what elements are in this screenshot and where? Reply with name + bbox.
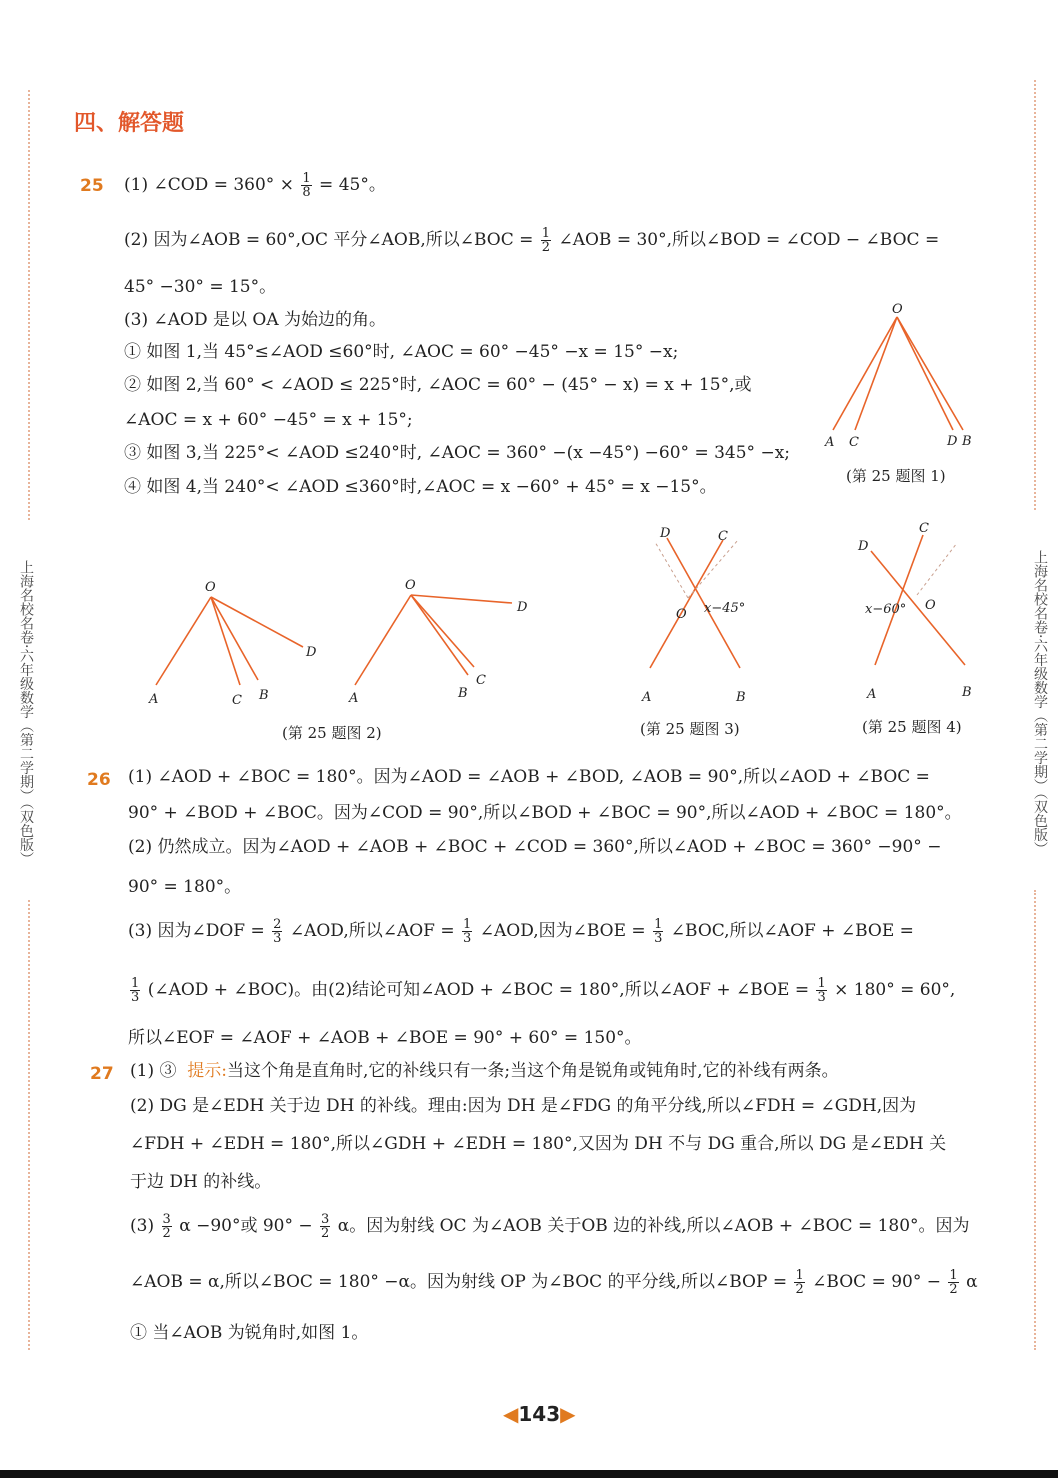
left-margin-dots-top	[28, 90, 30, 520]
q26-line-6: $\frac{1}{3}$ (∠AOD + ∠BOC)。由(2)结论可知∠AOD + ∠BOC = 180°,所以∠AOF + ∠BOE = $\frac{1}{3}$ × 180° = 60°,	[131, 976, 956, 1005]
left-margin-dots-bottom	[28, 900, 30, 1350]
section-title: 四、解答题	[74, 111, 185, 136]
ray-OB	[897, 317, 963, 430]
q26-line-1: (1) ∠AOD + ∠BOC = 180°。因为∠AOD = ∠AOB + ∠BOD, ∠AOB = 90°,所以∠AOD + ∠BOC =	[128, 767, 930, 787]
svg-text:C: C	[476, 673, 486, 688]
q27-line-2: (2) DG 是∠EDH 关于边 DH 的补线。理由:因为 DH 是∠FDG 的角平分线,所以∠FDH = ∠GDH,因为	[130, 1096, 917, 1116]
q25-line-9: ④ 如图 4,当 240°< ∠AOD ≤360°时,∠AOC = x −60° + 45° = x −15°。	[124, 477, 717, 497]
q26-line-3: (2) 仍然成立。因为∠AOD + ∠AOB + ∠BOC + ∠COD = 360°,所以∠AOD + ∠BOC = 360° −90° −	[128, 837, 942, 857]
fraction: $\frac{3}{2}$	[321, 1212, 330, 1241]
q27-line-4: 于边 DH 的补线。	[130, 1172, 272, 1192]
svg-text:D: D	[306, 645, 317, 660]
ray-OD	[897, 317, 953, 430]
svg-text:B: B	[962, 685, 972, 700]
fraction: $\frac{1}{2}$	[541, 226, 551, 255]
fraction: $\frac{1}{2}$	[795, 1268, 804, 1297]
caption-figure-25-3: (第 25 题图 3)	[640, 720, 740, 738]
svg-text:A: A	[867, 687, 877, 702]
page-number: ◀143▶	[503, 1402, 576, 1426]
svg-text:A: A	[349, 691, 359, 706]
label-B: B	[962, 434, 972, 449]
figure-25-3	[630, 520, 760, 710]
label-D: D	[947, 434, 958, 449]
caption-figure-25-4: (第 25 题图 4)	[862, 718, 962, 736]
question-number-27: 27	[90, 1064, 114, 1084]
figure-25-1	[815, 295, 985, 455]
q27-line-5: (3) $\frac{3}{2}$ α −90°或 90° − $\frac{3}{2}$ α。因为射线 OC 为∠AOB 关于OB 边的补线,所以∠AOB + ∠BOC = 180°。因为	[130, 1212, 970, 1241]
q27-line-3: ∠FDH + ∠EDH = 180°,所以∠GDH + ∠EDH = 180°,又因为 DH 不与 DG 重合,所以 DG 是∠EDH 关	[130, 1134, 947, 1154]
fig3-angle-label: x−45°	[704, 601, 746, 616]
fraction: $\frac{1}{3}$	[817, 976, 826, 1005]
svg-text:O: O	[405, 578, 416, 593]
figure-25-2	[140, 570, 540, 710]
q25-line-6: ② 如图 2,当 60° < ∠AOD ≤ 225°时, ∠AOC = 60° − (45° − x) = x + 15°,或	[124, 375, 752, 395]
svg-text:B: B	[458, 686, 468, 701]
hint-label: 提示:	[187, 1061, 228, 1081]
caption-figure-25-2: (第 25 题图 2)	[282, 724, 382, 742]
label-C: C	[849, 435, 859, 450]
q27-line-7: ① 当∠AOB 为锐角时,如图 1。	[130, 1323, 369, 1343]
side-text-right: 上海名校名卷·六年级数学（第二学期）（双色版）	[1032, 550, 1048, 856]
bottom-edge-bar	[0, 1470, 1058, 1478]
svg-text:B: B	[736, 690, 746, 705]
question-number-26: 26	[87, 770, 111, 790]
ray-OA	[833, 317, 897, 430]
q25-line-3: 45° −30° = 15°。	[124, 277, 277, 297]
svg-text:C: C	[718, 529, 728, 544]
svg-text:D: D	[858, 539, 869, 554]
right-arrow-icon: ▶	[560, 1402, 576, 1426]
svg-text:D: D	[660, 526, 671, 541]
ray-OC	[855, 317, 897, 430]
q25-line-5: ① 如图 1,当 45°≤∠AOD ≤60°时, ∠AOC = 60° −45° −x = 15° −x;	[124, 342, 679, 362]
right-margin-dots-bottom	[1034, 890, 1036, 1350]
q26-line-4: 90° = 180°。	[128, 877, 242, 897]
svg-text:C: C	[919, 521, 929, 536]
figure-25-4	[845, 515, 975, 705]
left-arrow-icon: ◀	[503, 1402, 519, 1426]
svg-text:A: A	[149, 692, 159, 707]
fig4-angle-label: x−60°	[865, 602, 907, 617]
q26-line-5: (3) 因为∠DOF = $\frac{2}{3}$ ∠AOD,所以∠AOF = $\frac{1}{3}$ ∠AOD,因为∠BOE = $\frac{1}{3}$ ∠BOC,所以∠AOF + ∠BOE =	[128, 917, 914, 946]
svg-text:D: D	[517, 600, 528, 615]
fraction: $\frac{3}{2}$	[162, 1212, 171, 1241]
side-text-left: 上海名校名卷·六年级数学（第二学期）（双色版）	[18, 560, 34, 866]
label-A: A	[825, 435, 835, 450]
q26-line-2: 90° + ∠BOD + ∠BOC。因为∠COD = 90°,所以∠BOD + ∠BOC = 90°,所以∠AOD + ∠BOC = 180°。	[128, 803, 962, 823]
fraction: $\frac{1}{3}$	[463, 917, 472, 946]
fraction: $\frac{1}{3}$	[131, 976, 140, 1005]
fraction: $\frac{1}{2}$	[949, 1268, 958, 1297]
svg-text:C: C	[232, 693, 242, 708]
fraction: $\frac{1}{3}$	[654, 917, 663, 946]
q27-line-1: (1) ③ 提示:当这个角是直角时,它的补线只有一条;当这个角是锐角或钝角时,它的补线有两条。	[130, 1061, 839, 1081]
q25-line-4: (3) ∠AOD 是以 OA 为始边的角。	[124, 310, 386, 330]
svg-text:A: A	[642, 690, 652, 705]
label-O: O	[892, 302, 903, 317]
svg-text:O: O	[925, 598, 936, 613]
right-margin-dots-top	[1034, 80, 1036, 510]
q25-line-8: ③ 如图 3,当 225°< ∠AOD ≤240°时, ∠AOC = 360° −(x −45°) −60° = 345° −x;	[124, 443, 791, 463]
svg-text:O: O	[205, 580, 216, 595]
caption-figure-25-1: (第 25 题图 1)	[846, 467, 946, 485]
svg-text:B: B	[259, 688, 269, 703]
q26-line-7: 所以∠EOF = ∠AOF + ∠AOB + ∠BOE = 90° + 60° = 150°。	[128, 1028, 642, 1048]
question-number-25: 25	[80, 176, 104, 196]
svg-text:O: O	[676, 607, 687, 622]
fraction: $\frac{2}{3}$	[273, 917, 282, 946]
q25-line-2: (2) 因为∠AOB = 60°,OC 平分∠AOB,所以∠BOC = $\frac{1}{2}$ ∠AOB = 30°,所以∠BOD = ∠COD − ∠BOC =	[124, 226, 940, 255]
q27-line-6: ∠AOB = α,所以∠BOC = 180° −α。因为射线 OP 为∠BOC 的平分线,所以∠BOP = $\frac{1}{2}$ ∠BOC = 90° − $\frac{1}{2}$ α	[130, 1268, 978, 1297]
q25-line-7: ∠AOC = x + 60° −45° = x + 15°;	[124, 410, 413, 430]
q25-line-1: (1) ∠COD = 360° × $\frac{1}{8}$ = 45°。	[124, 171, 386, 200]
fraction: $\frac{1}{8}$	[302, 171, 311, 200]
